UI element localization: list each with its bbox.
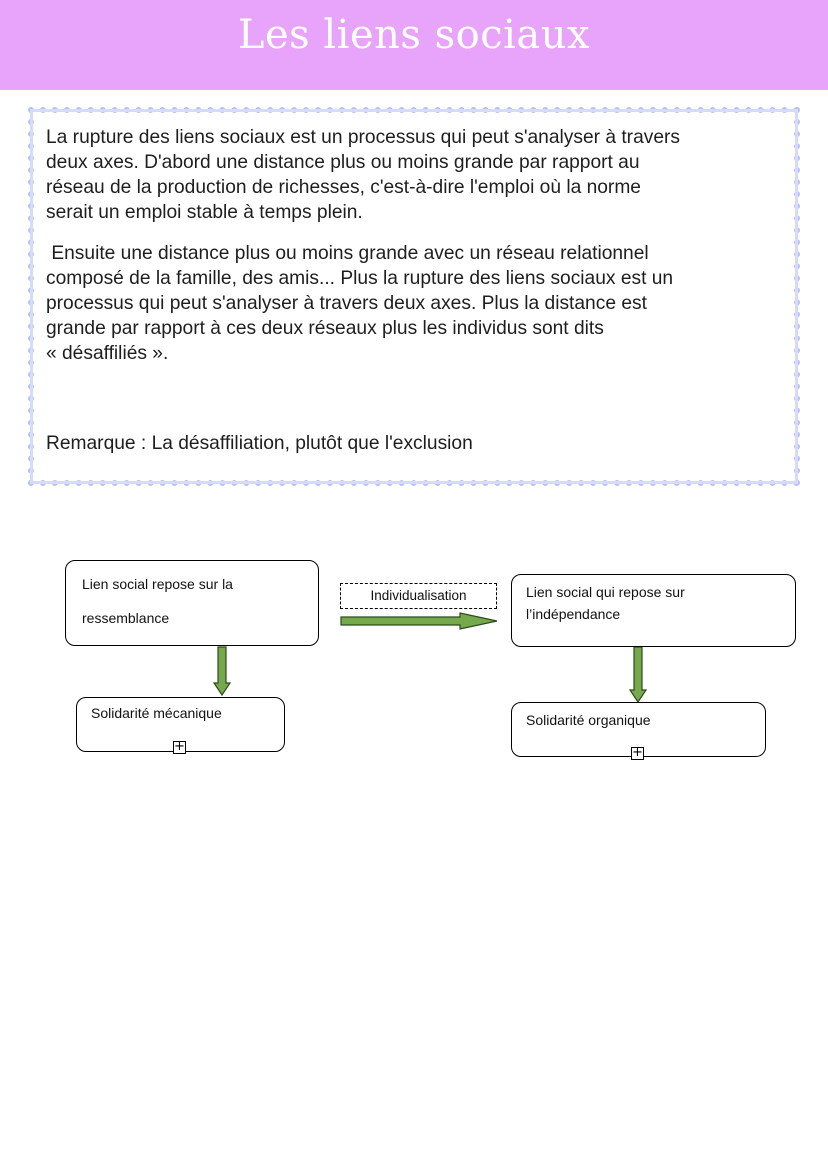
paragraph-2-line: grande par rapport à ces deux réseaux plus les individus sont dits <box>46 318 604 339</box>
node-ressemblance <box>65 560 319 646</box>
expand-icon[interactable]: + <box>174 739 185 754</box>
remark-text: Remarque : La désaffiliation, plutôt que l'exclusion <box>46 433 473 454</box>
node-ressemblance-line2: ressemblance <box>82 610 170 626</box>
paragraph-2-line: composé de la famille, des amis... Plus la rupture des liens sociaux est un <box>46 268 674 289</box>
node-independance-line2: l’indépendance <box>526 606 621 622</box>
node-solidarite-mecanique-label: Solidarité mécanique <box>91 705 222 721</box>
arrow-down-right <box>630 647 646 702</box>
paragraph-1-line: deux axes. D'abord une distance plus ou moins grande par rapport au <box>46 152 640 173</box>
transition-label: Individualisation <box>340 583 497 609</box>
paragraph-2-line: Ensuite une distance plus ou moins grande avec un réseau relationnel <box>46 243 649 264</box>
arrow-down-left <box>214 647 230 695</box>
node-independance <box>511 574 796 647</box>
node-ressemblance-line1: Lien social repose sur la <box>82 576 233 592</box>
paragraph-1-line: réseau de la production de richesses, c'est-à-dire l'emploi où la norme <box>46 177 641 198</box>
node-solidarite-organique <box>511 702 766 760</box>
arrow-right <box>341 613 497 629</box>
paragraph-1-line: La rupture des liens sociaux est un processus qui peut s'analyser à travers <box>46 127 680 148</box>
node-solidarite-mecanique <box>76 697 285 752</box>
expand-icon[interactable]: + <box>632 745 643 760</box>
page-title: Les liens sociaux <box>237 12 591 58</box>
paragraph-1-line: serait un emploi stable à temps plein. <box>46 202 363 223</box>
node-solidarite-organique-label: Solidarité organique <box>526 712 651 728</box>
node-independance-line1: Lien social qui repose sur <box>526 584 685 600</box>
paragraph-2-line: processus qui peut s'analyser à travers deux axes. Plus la distance est <box>46 293 647 314</box>
paragraph-2-line: « désaffiliés ». <box>46 343 169 364</box>
